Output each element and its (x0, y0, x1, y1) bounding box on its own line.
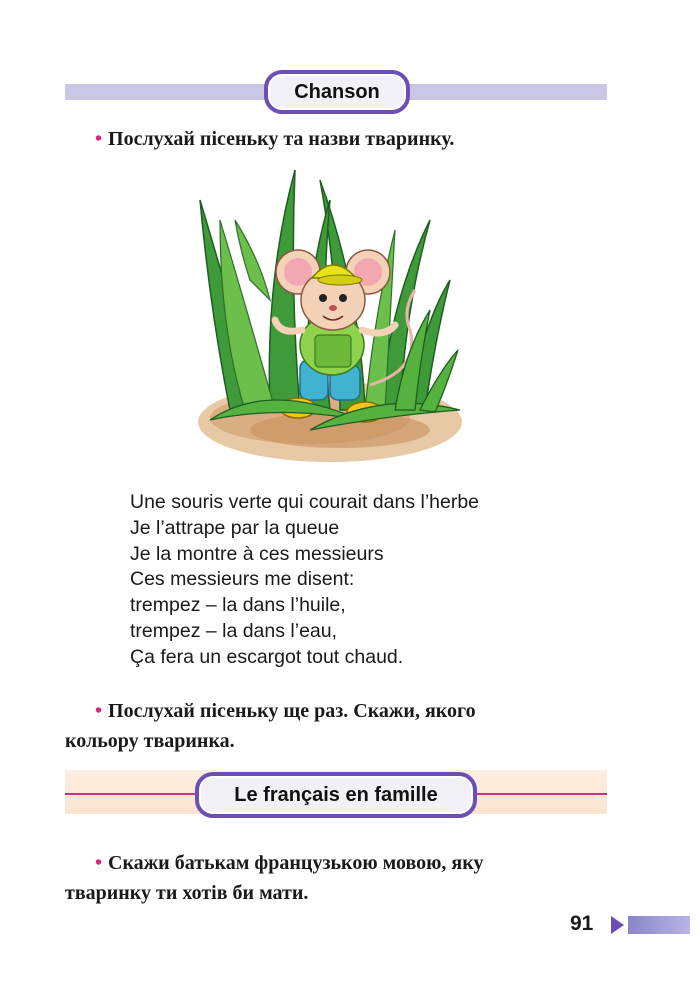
task-listen-again-color (65, 696, 607, 756)
task-text: Скажи батькам французькою мовою, яку (108, 852, 484, 874)
poem-line: Je la montre à ces messieurs (130, 542, 384, 565)
bullet-icon: • (95, 700, 103, 722)
poem (130, 490, 479, 671)
bullet-icon: • (95, 128, 103, 150)
poem-line: Je l’attrape par la queue (130, 516, 340, 539)
task-line: кольору тваринка. (65, 730, 235, 752)
task-line (65, 848, 607, 878)
poem-line: Ça fera un escargot tout chaud. (130, 645, 404, 668)
section-title-famille: Le français en famille (195, 772, 477, 818)
poem-line: trempez – la dans l’eau, (130, 619, 338, 642)
task-tell-parents (65, 848, 607, 908)
poem-line: trempez – la dans l’huile, (130, 594, 346, 617)
task-line: тваринку ти хотів би мати. (65, 882, 309, 904)
section-title-chanson: Chanson (264, 70, 410, 114)
task-text: Послухай пісеньку ще раз. Скажи, якого (108, 700, 476, 722)
task-text: Послухай пісеньку та назви тваринку. (108, 128, 455, 150)
task-line (65, 696, 607, 726)
poem-line: Ces messieurs me disent: (130, 568, 355, 591)
arrow-right-icon (611, 916, 624, 934)
bullet-icon: • (95, 852, 103, 874)
page-tab-bar (628, 916, 690, 934)
mouse-in-grass-illustration (190, 160, 470, 470)
page-number: 91 (570, 912, 594, 935)
poem-line: Une souris verte qui courait dans l’herbe (130, 491, 480, 513)
task-listen-name-animal (95, 124, 637, 154)
